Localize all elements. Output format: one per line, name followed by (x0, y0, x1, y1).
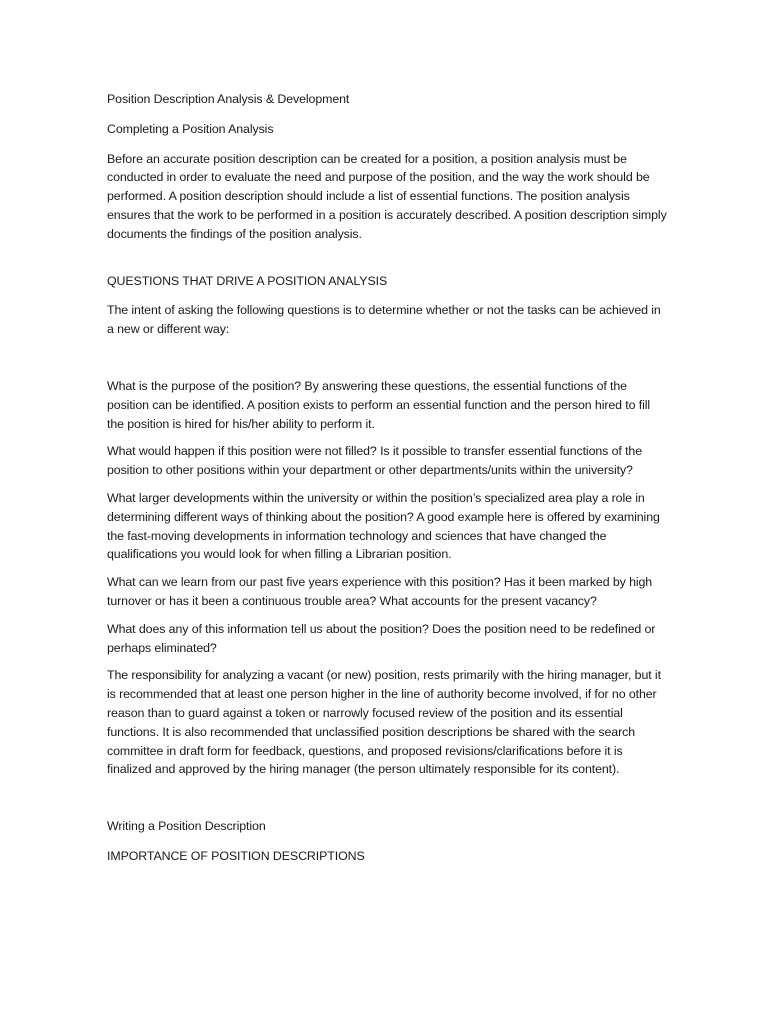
question-paragraph: What larger developments within the university or within the position’s specialized area play a role in determining different ways of thinking about the position? A good example here is offered by examining the fast-moving developments in information technology and sciences that have changed the qualifications you would look for when filling a Librarian position. (107, 490, 660, 562)
question-paragraph: What is the purpose of the position? By answering these questions, the essential functions of the position can be identified. A position exists to perform an essential function and the person hired to fill the position is hired for his/her ability to perform it. (107, 378, 651, 431)
section-heading-questions: QUESTIONS THAT DRIVE A POSITION ANALYSIS (107, 273, 388, 288)
question-paragraph: What would happen if this position were not filled? Is it possible to transfer essential functions of the position to other positions within your department or other departments/units within the university? (107, 444, 642, 478)
responsibility-paragraph: The responsibility for analyzing a vacant (or new) position, rests primarily with the hiring manager, but it is recommended that at least one person higher in the line of authority become involved, if for no other reason than to guard against a token or narrowly focused review of the position and its essential functions. It is also recommended that unclassified position descriptions be shared with the search committee in draft form for feedback, questions, and proposed revisions/clarifications before it is finalized and approved by the hiring manager (the person ultimately responsible for its content). (107, 668, 661, 777)
question-paragraph: What does any of this information tell us about the position? Does the position need to be redefined or perhaps eliminated? (107, 621, 656, 655)
document-title: Position Description Analysis & Development (107, 92, 350, 106)
question-paragraph: What can we learn from our past five years experience with this position? Has it been marked by high turnover or has it been a continuous trouble area? What accounts for the present vacancy? (107, 575, 653, 608)
document-body (107, 90, 667, 877)
intro-paragraph: Before an accurate position description can be created for a position, a position analysis must be conducted in order to evaluate the need and purpose of the position, and the way the work should be performed. A position description should include a list of essential functions. The position analysis ensures that the work to be performed in a position is accurately described. A position description simply documents the findings of the position analysis. (107, 151, 667, 241)
section-heading-writing: Writing a Position Description (107, 819, 266, 834)
questions-intro-paragraph: The intent of asking the following questions is to determine whether or not the tasks can be achieved in a new or different way: (107, 303, 661, 337)
section-heading-completing: Completing a Position Analysis (107, 121, 274, 136)
section-heading-importance: IMPORTANCE OF POSITION DESCRIPTIONS (107, 848, 365, 863)
